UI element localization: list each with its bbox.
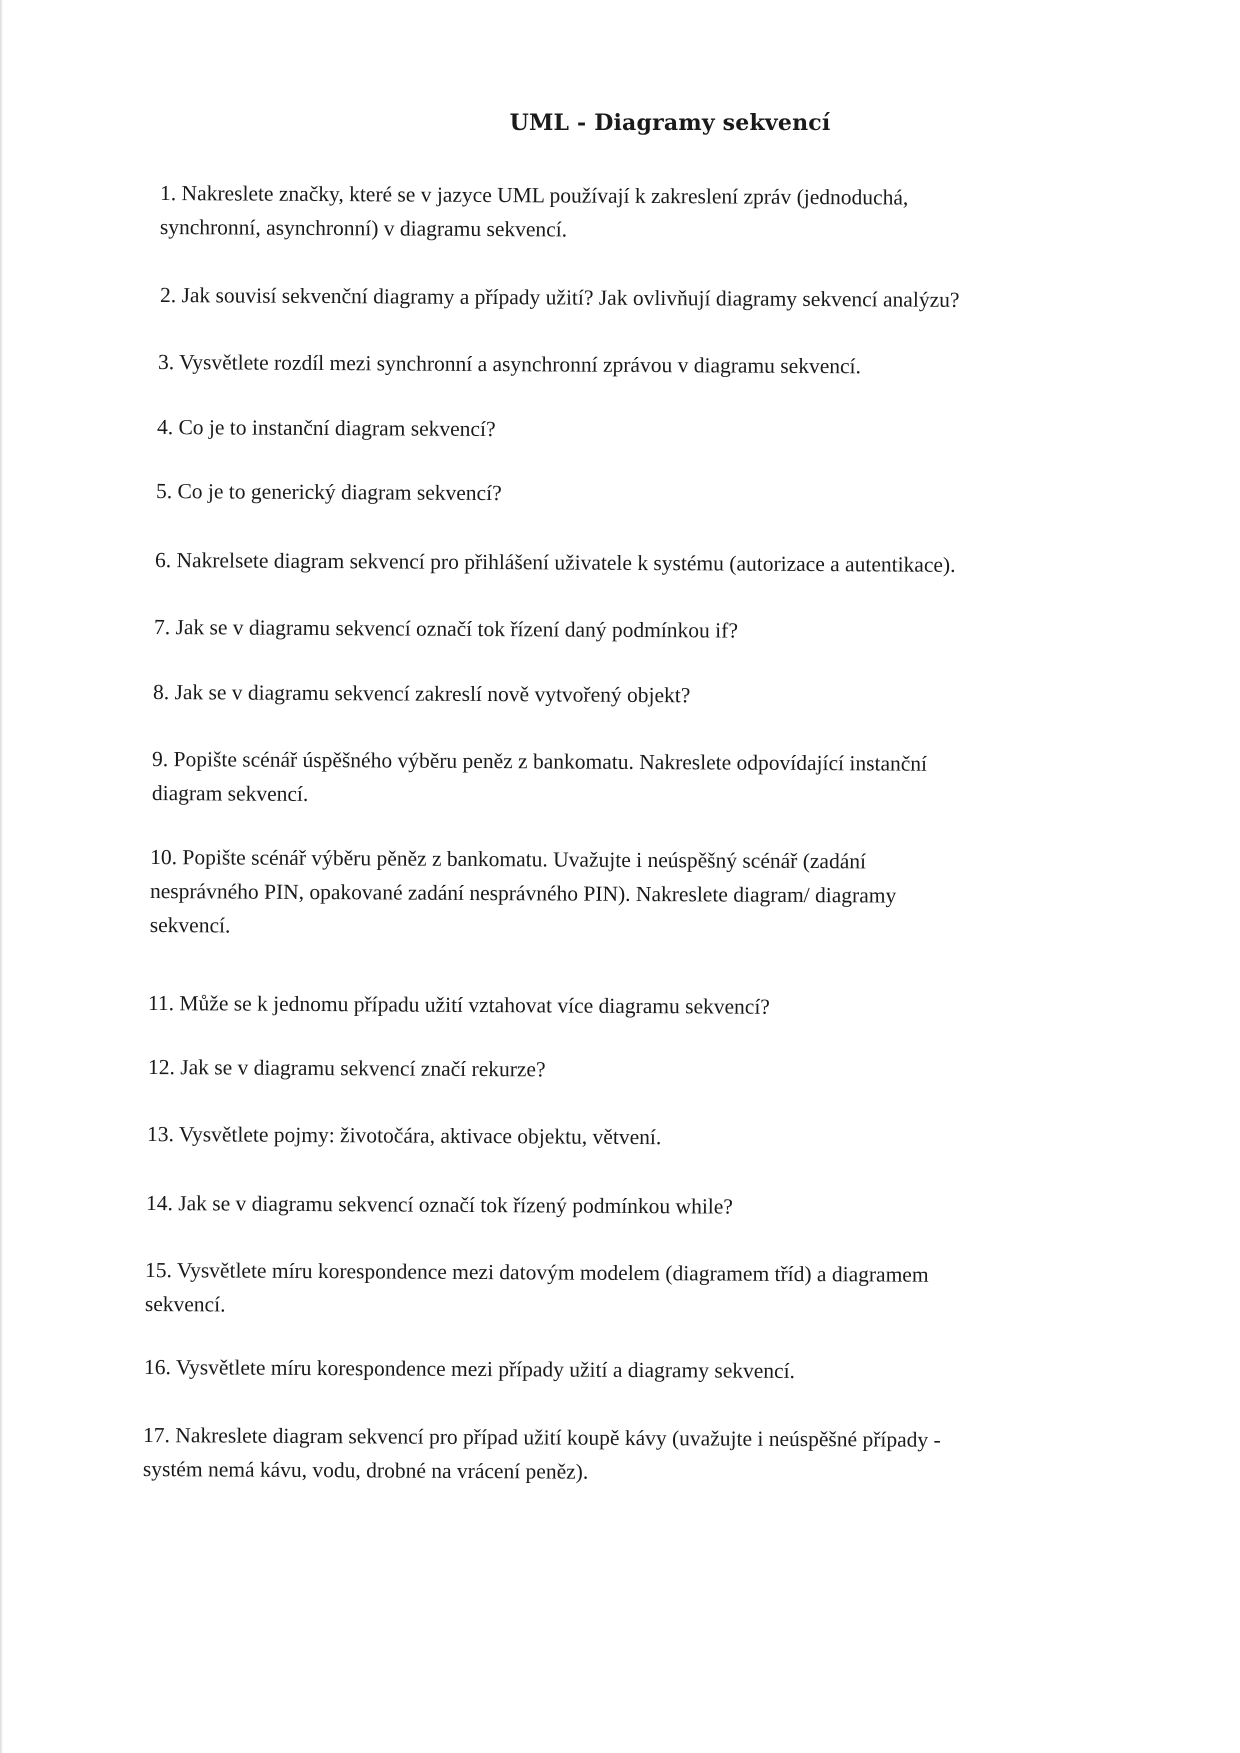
question-10-line-2: nesprávného PIN, opakované zadání nesprávného PIN). Nakreslete diagram/ diagramy xyxy=(149,879,897,908)
question-11-line-1: 11. Může se k jednomu případu užití vztahovat více diagramu sekvencí? xyxy=(147,991,770,1019)
question-13-line-1: 13. Vysvětlete pojmy: životočára, aktivace objektu, větvení. xyxy=(146,1122,662,1150)
question-12-line-1: 12. Jak se v diagramu sekvencí značí rekurze? xyxy=(147,1055,546,1082)
question-2-line-1: 2. Jak souvisí sekvenční diagramy a případy užití? Jak ovlivňují diagramy sekvencí analýzu? xyxy=(159,283,960,312)
question-14 xyxy=(146,1186,733,1224)
question-5-line-1: 5. Co je to generický diagram sekvencí? xyxy=(155,479,502,506)
question-3 xyxy=(158,345,861,383)
question-1 xyxy=(160,176,909,249)
question-3-line-1: 3. Vysvětlete rozdíl mezi synchronní a asynchronní zprávou v diagramu sekvencí. xyxy=(157,350,861,379)
question-10 xyxy=(150,840,897,947)
question-8 xyxy=(153,675,691,712)
question-16-line-1: 16. Vysvětlete míru korespondence mezi případy užití a diagramy sekvencí. xyxy=(143,1355,796,1383)
question-6-line-1: 6. Nakrelsete diagram sekvencí pro přihlášení uživatele k systému (autorizace a autentikace). xyxy=(154,548,956,577)
question-4-line-1: 4. Co je to instanční diagram sekvencí? xyxy=(156,415,496,442)
question-9-line-1: 9. Popište scénář úspěšného výběru peněz z bankomatu. Nakreslete odpovídající instanční xyxy=(152,747,928,776)
question-13 xyxy=(147,1117,661,1154)
question-14-line-1: 14. Jak se v diagramu sekvencí označí tok řízený podmínkou while? xyxy=(145,1191,733,1219)
question-15-line-1: 15. Vysvětlete míru korespondence mezi datovým modelem (diagramem tříd) a diagramem xyxy=(145,1258,929,1287)
question-12 xyxy=(148,1050,546,1086)
question-10-line-1: 10. Popište scénář výběru pěněz z bankomatu. Uvažujte i neúspěšný scénář (zadání xyxy=(150,845,867,874)
question-8-line-1: 8. Jak se v diagramu sekvencí zakreslí nově vytvořený objekt? xyxy=(152,680,691,708)
page-title: UML - Diagramy sekvencí xyxy=(509,110,831,136)
question-17-line-1: 17. Nakreslete diagram sekvencí pro případ užití koupě kávy (uvažujte i neúspěšné případy - xyxy=(143,1423,941,1452)
question-9-line-2: diagram sekvencí. xyxy=(151,780,309,806)
question-1-line-2: synchronní, asynchronní) v diagramu sekvencí. xyxy=(159,214,568,242)
question-5 xyxy=(156,474,502,510)
question-17 xyxy=(143,1418,941,1491)
question-2 xyxy=(160,278,960,317)
question-1-line-1: 1. Nakreslete značky, které se v jazyce UML používají k zakreslení zpráv (jednoduchá, xyxy=(160,181,909,210)
question-7-line-1: 7. Jak se v diagramu sekvencí označí tok řízení daný podmínkou if? xyxy=(153,615,738,643)
question-10-line-3: sekvencí. xyxy=(149,912,231,938)
question-15-line-2: sekvencí. xyxy=(144,1291,226,1317)
question-4 xyxy=(157,410,496,446)
question-6 xyxy=(155,543,956,582)
question-15 xyxy=(145,1253,929,1326)
question-11 xyxy=(148,986,770,1024)
question-16 xyxy=(144,1350,795,1388)
question-7 xyxy=(154,610,738,648)
question-17-line-2: systém nemá kávu, vodu, drobné na vrácení peněz). xyxy=(142,1456,589,1484)
question-9 xyxy=(152,742,927,815)
